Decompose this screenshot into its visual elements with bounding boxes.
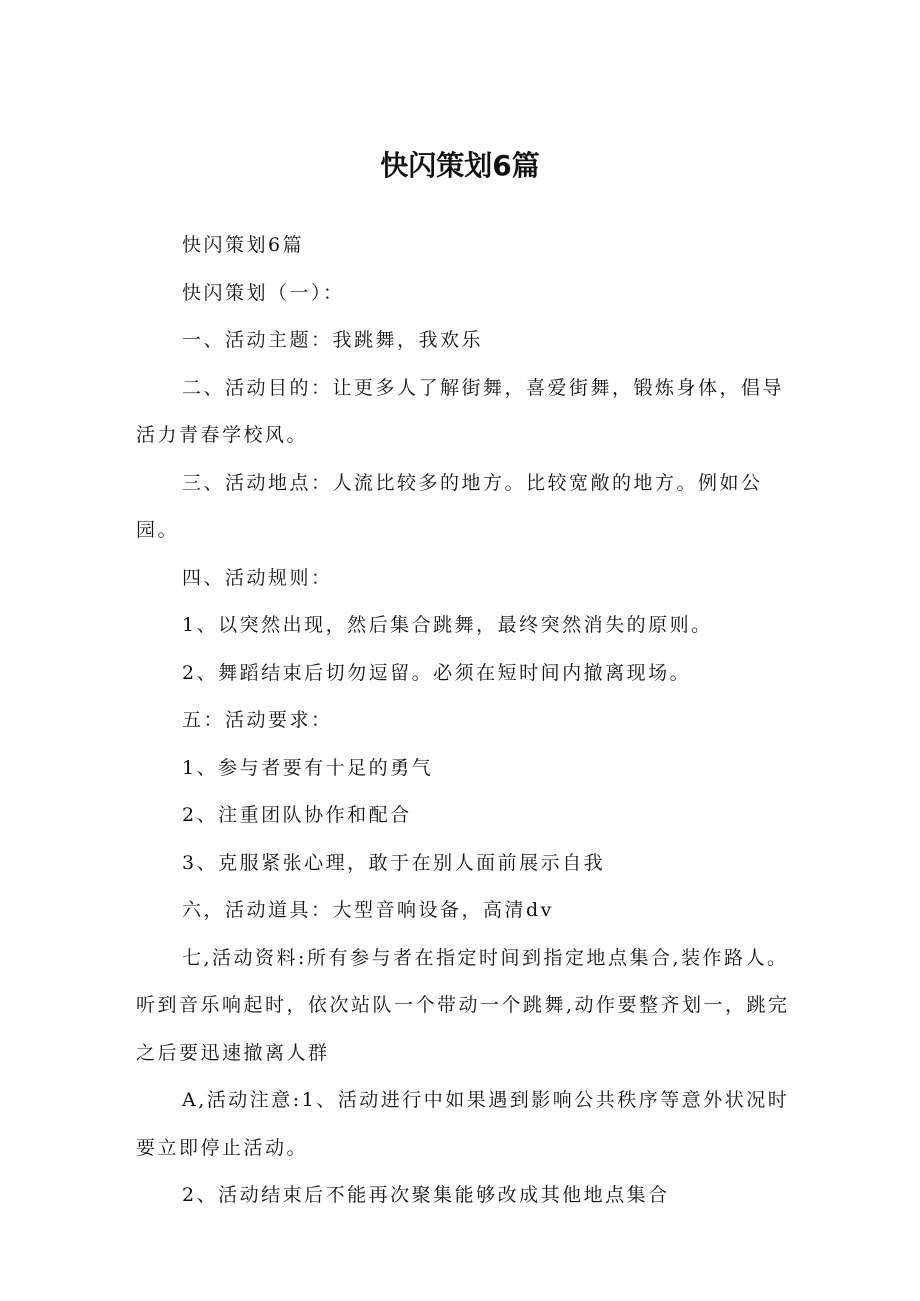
- document-body: [136, 222, 800, 1220]
- document-title: 快闪策划6篇: [380, 149, 540, 182]
- paragraph: 快闪策划6篇: [182, 234, 305, 256]
- paragraph: 五：活动要求：: [182, 709, 333, 731]
- paragraph: 一、活动主题：我跳舞，我欢乐: [182, 329, 484, 351]
- paragraph: 2、注重团队协作和配合: [182, 804, 412, 826]
- paragraph: A,活动注意:1、活动进行中如果遇到影响公共秩序等意外状况时要立即停止活动。: [136, 1089, 790, 1159]
- paragraph: 3、克服紧张心理，敢于在别人面前展示自我: [182, 851, 606, 874]
- paragraph: 2、舞蹈结束后切勿逗留。必须在短时间内撤离现场。: [182, 661, 692, 684]
- paragraph: 四、活动规则：: [182, 566, 333, 589]
- paragraph: 快闪策划（一）：: [182, 281, 345, 304]
- paragraph: 三、活动地点：人流比较多的地方。比较宽敞的地方。例如公园。: [136, 471, 763, 541]
- paragraph: 二、活动目的：让更多人了解街舞，喜爱街舞，锻炼身体，倡导活力青春学校风。: [136, 376, 785, 446]
- paragraph: 1、参与者要有十足的勇气: [182, 756, 434, 779]
- paragraph: 1、以突然出现，然后集合跳舞，最终突然消失的原则。: [182, 614, 713, 636]
- paragraph: 七,活动资料:所有参与者在指定时间到指定地点集合,装作路人。听到音乐响起时，依次站队一个带动一个跳舞,动作要整齐划一，跳完之后要迅速撤离人群: [136, 946, 790, 1064]
- paragraph: 2、活动结束后不能再次聚集能够改成其他地点集合: [182, 1184, 670, 1206]
- paragraph: 六，活动道具：大型音响设备，高清dv: [182, 899, 554, 921]
